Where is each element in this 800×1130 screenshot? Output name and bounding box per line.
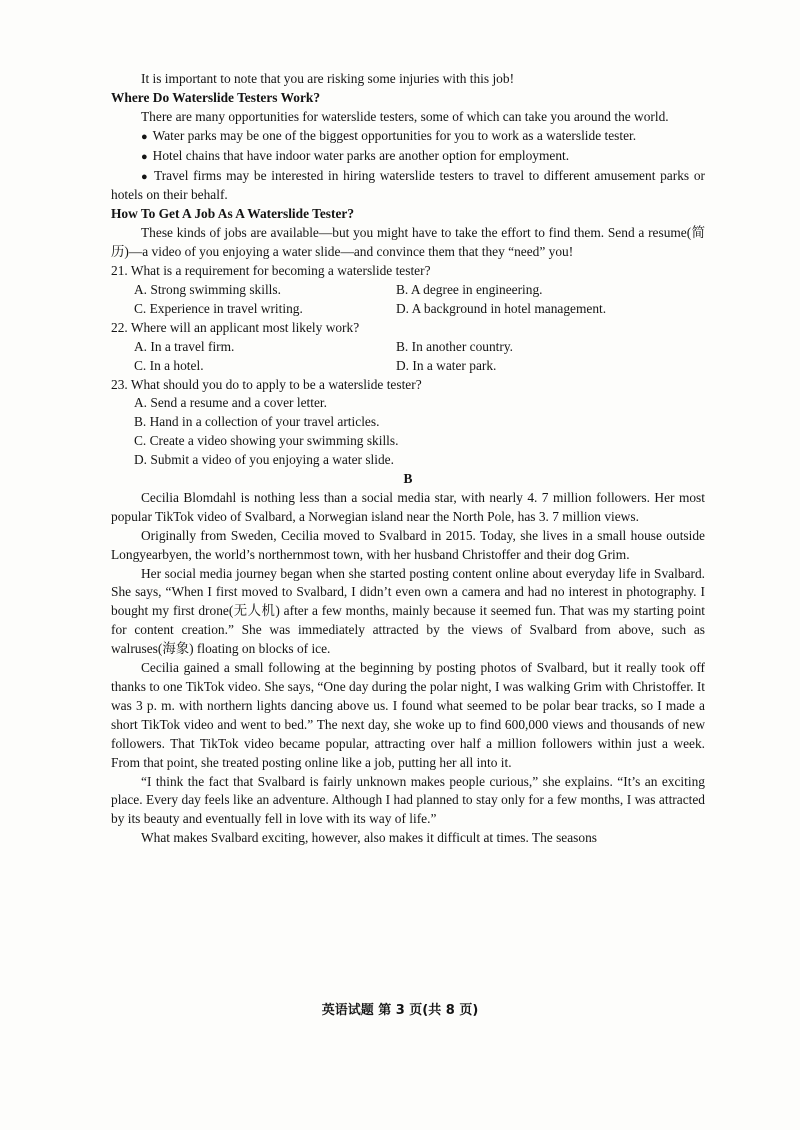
q22-option-c[interactable]: C. In a hotel. — [134, 357, 204, 373]
passage-b-paragraph: Her social media journey began when she started posting content online about everyday life in Svalbard. She says, “When I first moved to Svalbard, I didn’t even own a camera and had no interest in photography. I bought my first drone(无人机) after a few months, mainly because it seemed fun. That was my starting point for content creation.” She was immediately attracted by the views of Svalbard from above, such as walruses(海象) floating on blocks of ice. — [111, 565, 705, 657]
bullet-icon: ● — [141, 170, 149, 183]
q22-option-b[interactable]: B. In another country. — [396, 338, 514, 354]
passage-b-paragraph: What makes Svalbard exciting, however, also makes it difficult at times. The seasons — [141, 830, 597, 846]
heading-how: How To Get A Job As A Waterslide Tester? — [111, 206, 355, 222]
bullet-item — [111, 147, 705, 167]
section-b-title: B — [403, 471, 413, 487]
passage-b-paragraph: Cecilia gained a small following at the beginning by posting photos of Svalbard, but it really took off thanks to one TikTok video. She says, “One day during the polar night, I was walking Grim with Christoffer. It was 3 p. m. with northern lights dancing above us. I found what seemed to be polar bear tracks, so I made a short TikTok video and went to bed.” The next day, she woke up to find 600,000 views and thousands of new followers. That TikTok video became popular, attracting over half a million followers within just a week. From that point, she treated posting online like a job, putting her all into it. — [111, 660, 705, 770]
question-23: 23. What should you do to apply to be a waterslide tester? — [111, 376, 422, 392]
intro-line: It is important to note that you are risking some injuries with this job! — [141, 71, 515, 86]
passage-b-paragraph: Cecilia Blomdahl is nothing less than a social media star, with nearly 4. 7 million followers. Her most popular TikTok video of Svalbard, a Norwegian island near the North Pole, has 3. 7 million views. — [111, 489, 705, 524]
question-21: 21. What is a requirement for becoming a waterslide tester? — [111, 263, 431, 279]
q21-options-row1 — [111, 281, 705, 300]
para-how: These kinds of jobs are available—but you might have to take the effort to find them. Send a resume(简历)—a video of you enjoying a water slide—and convince them that they “need” you! — [111, 225, 705, 260]
q23-option-b[interactable]: B. Hand in a collection of your travel articles. — [134, 414, 380, 430]
bullet-text: Water parks may be one of the biggest opportunities for you to work as a waterslide tester. — [152, 127, 637, 143]
q23-option-a[interactable]: A. Send a resume and a cover letter. — [134, 395, 327, 411]
page-footer: 英语试题 第 3 页(共 8 页) — [321, 1003, 479, 1018]
page-content — [111, 70, 705, 848]
q21-options-row2 — [111, 300, 705, 319]
q21-option-b[interactable]: B. A degree in engineering. — [396, 281, 543, 297]
question-22: 22. Where will an applicant most likely work? — [111, 319, 360, 335]
q22-options-row2 — [111, 357, 705, 376]
heading-where: Where Do Waterslide Testers Work? — [111, 89, 321, 105]
bullet-icon: ● — [141, 130, 148, 143]
q22-options-row1 — [111, 338, 705, 357]
q23-option-d[interactable]: D. Submit a video of you enjoying a water slide. — [134, 452, 394, 468]
bullet-text: Travel firms may be interested in hiring waterslide testers to travel to different amusement parks or hotels on their behalf. — [111, 167, 705, 203]
passage-b-paragraph: “I think the fact that Svalbard is fairly unknown makes people curious,” she explains. “It’s an exciting place. Every day feels like an adventure. Although I had planned to stay only for a few months, I was attracted by its beauty and eventually fell in love with its way of life.” — [111, 773, 705, 827]
q22-option-a[interactable]: A. In a travel firm. — [134, 338, 235, 354]
q22-option-d[interactable]: D. In a water park. — [396, 357, 497, 373]
q23-option-c[interactable]: C. Create a video showing your swimming skills. — [134, 433, 399, 449]
bullet-icon: ● — [141, 150, 148, 163]
bullet-text: Hotel chains that have indoor water parks are another option for employment. — [152, 147, 570, 163]
q21-option-c[interactable]: C. Experience in travel writing. — [134, 300, 303, 316]
para-where: There are many opportunities for waterslide testers, some of which can take you around the world. — [141, 108, 669, 124]
passage-b-paragraph: Originally from Sweden, Cecilia moved to Svalbard in 2015. Today, she lives in a small house outside Longyearbyen, the world’s northernmost town, with her husband Christoffer and their dog Grim. — [111, 527, 705, 562]
bullet-item — [111, 127, 705, 147]
q21-option-d[interactable]: D. A background in hotel management. — [396, 300, 607, 316]
bullet-item — [111, 167, 705, 206]
q21-option-a[interactable]: A. Strong swimming skills. — [134, 281, 281, 297]
